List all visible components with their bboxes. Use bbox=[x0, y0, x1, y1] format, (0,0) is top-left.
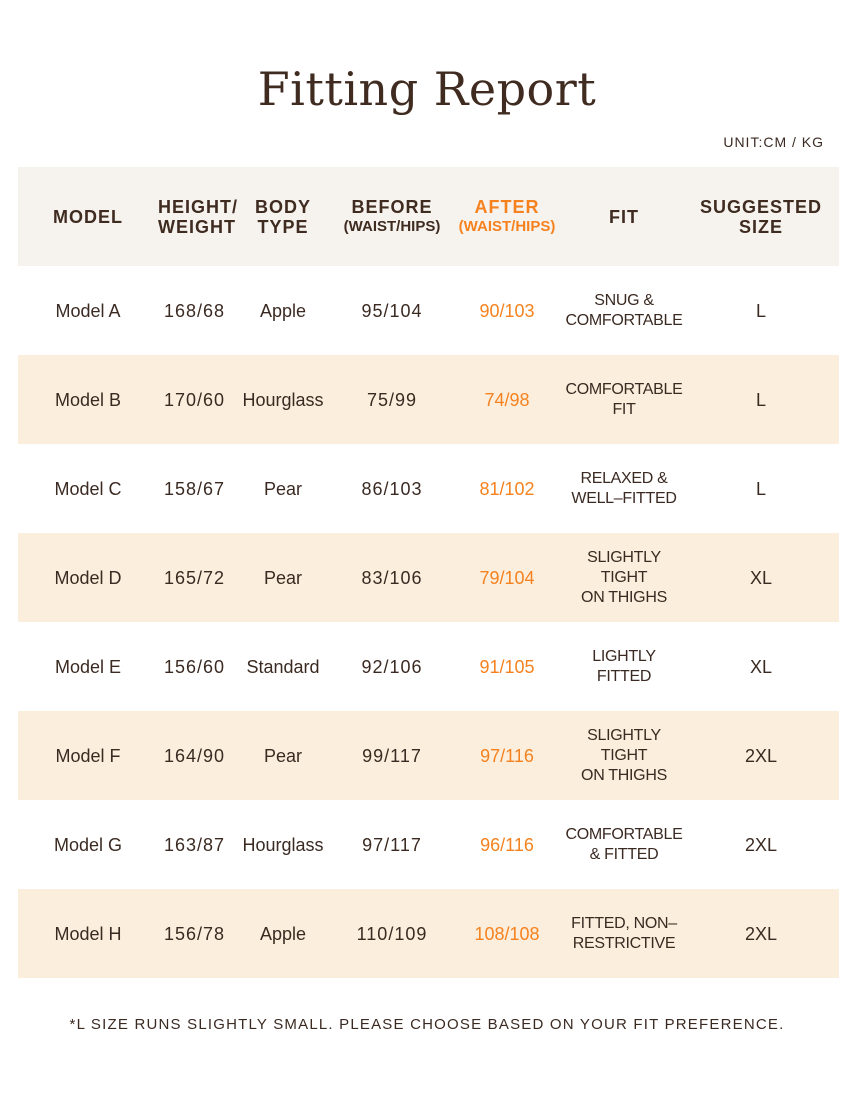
cell-after: 97/116 bbox=[480, 745, 534, 766]
header-fit: FIT bbox=[609, 206, 639, 227]
cell-before: 95/104 bbox=[361, 300, 423, 321]
table-row bbox=[18, 711, 839, 800]
header-body-type: BODY TYPE bbox=[254, 196, 311, 237]
fitting-table bbox=[18, 167, 839, 978]
cell-height-weight: 163/87 bbox=[163, 834, 226, 855]
header-before: BEFORE (WAIST/HIPS) bbox=[343, 196, 441, 235]
table-row bbox=[18, 889, 839, 978]
page-title: Fitting Report bbox=[257, 62, 597, 116]
cell-after: 90/103 bbox=[479, 300, 535, 321]
cell-before: 75/99 bbox=[366, 389, 418, 410]
cell-height-weight: 156/78 bbox=[163, 923, 226, 944]
cell-height-weight: 168/68 bbox=[163, 300, 226, 321]
cell-body-type: Hourglass bbox=[242, 834, 324, 855]
cell-before: 83/106 bbox=[361, 567, 423, 588]
cell-after: 74/98 bbox=[484, 389, 530, 410]
table-row bbox=[18, 622, 839, 711]
cell-model: Model G bbox=[53, 834, 123, 855]
cell-height-weight: 165/72 bbox=[163, 567, 226, 588]
table-row bbox=[18, 355, 839, 444]
table-row bbox=[18, 533, 839, 622]
table-header bbox=[18, 167, 839, 266]
cell-body-type: Apple bbox=[259, 923, 307, 944]
cell-fit: COMFORTABLE FIT bbox=[565, 380, 683, 418]
cell-size: L bbox=[755, 478, 766, 499]
cell-size: 2XL bbox=[744, 834, 778, 855]
cell-size: 2XL bbox=[744, 745, 778, 766]
cell-size: XL bbox=[749, 567, 773, 588]
cell-before: 97/117 bbox=[362, 834, 422, 855]
cell-after: 79/104 bbox=[479, 567, 535, 588]
cell-size: 2XL bbox=[744, 923, 778, 944]
cell-fit: SNUG & COMFORTABLE bbox=[565, 291, 683, 329]
cell-model: Model B bbox=[54, 389, 122, 410]
cell-height-weight: 170/60 bbox=[163, 389, 226, 410]
cell-body-type: Hourglass bbox=[242, 389, 324, 410]
cell-before: 110/109 bbox=[356, 923, 428, 944]
cell-after: 81/102 bbox=[479, 478, 535, 499]
cell-model: Model A bbox=[55, 300, 121, 321]
cell-model: Model F bbox=[55, 745, 121, 766]
cell-after: 108/108 bbox=[474, 923, 540, 944]
cell-model: Model E bbox=[54, 656, 122, 677]
header-height-weight: HEIGHT/ WEIGHT bbox=[158, 196, 239, 237]
cell-after: 96/116 bbox=[480, 834, 534, 855]
table-row bbox=[18, 266, 839, 355]
cell-fit: FITTED, NON– RESTRICTIVE bbox=[571, 914, 677, 952]
cell-fit: COMFORTABLE & FITTED bbox=[565, 825, 683, 863]
cell-height-weight: 164/90 bbox=[163, 745, 226, 766]
cell-body-type: Pear bbox=[263, 745, 303, 766]
cell-size: XL bbox=[749, 656, 773, 677]
header-model: MODEL bbox=[53, 206, 123, 227]
table-row bbox=[18, 444, 839, 533]
cell-size: L bbox=[755, 300, 766, 321]
cell-fit: SLIGHTLY TIGHT ON THIGHS bbox=[581, 726, 667, 784]
cell-fit: LIGHTLY FITTED bbox=[592, 647, 656, 685]
cell-size: L bbox=[755, 389, 766, 410]
cell-body-type: Pear bbox=[263, 478, 303, 499]
cell-body-type: Apple bbox=[259, 300, 307, 321]
cell-height-weight: 158/67 bbox=[163, 478, 226, 499]
cell-body-type: Pear bbox=[263, 567, 303, 588]
cell-model: Model H bbox=[54, 923, 122, 944]
cell-before: 86/103 bbox=[361, 478, 423, 499]
cell-height-weight: 156/60 bbox=[163, 656, 226, 677]
table-row bbox=[18, 800, 839, 889]
cell-model: Model D bbox=[54, 567, 122, 588]
unit-label: UNIT:CM / KG bbox=[723, 134, 824, 150]
header-suggested-size: SUGGESTED SIZE bbox=[699, 196, 823, 237]
cell-fit: SLIGHTLY TIGHT ON THIGHS bbox=[581, 548, 667, 606]
cell-body-type: Standard bbox=[246, 656, 320, 677]
header-after: AFTER (WAIST/HIPS) bbox=[458, 196, 556, 235]
cell-model: Model C bbox=[54, 478, 122, 499]
cell-after: 91/105 bbox=[479, 656, 535, 677]
size-note: *L SIZE RUNS SLIGHTLY SMALL. PLEASE CHOOSE BASED ON YOUR FIT PREFERENCE. bbox=[69, 1016, 785, 1033]
cell-before: 92/106 bbox=[361, 656, 423, 677]
cell-fit: RELAXED & WELL–FITTED bbox=[571, 469, 677, 507]
cell-before: 99/117 bbox=[362, 745, 422, 766]
